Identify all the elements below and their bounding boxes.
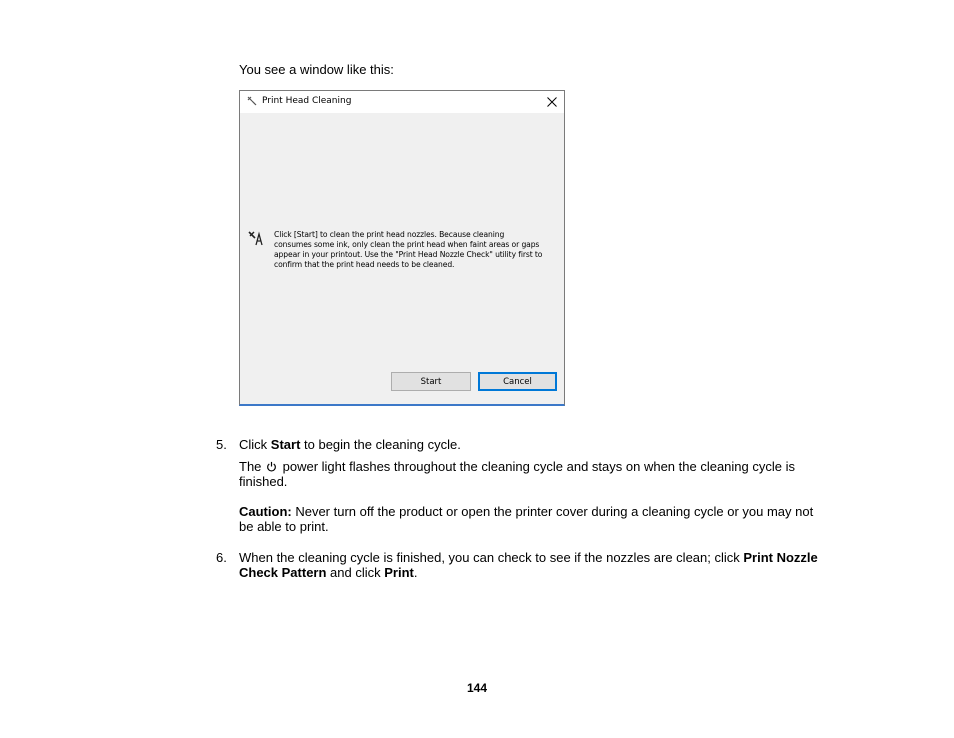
- step-bold: Print: [384, 565, 414, 580]
- step-5-text: [239, 437, 461, 452]
- caution-label: Caution:: [239, 504, 292, 519]
- para-text: The: [239, 459, 266, 474]
- power-light-paragraph: [239, 459, 819, 489]
- page-number: 144: [466, 681, 488, 695]
- step-bold: Start: [270, 437, 301, 452]
- para-text: power light flashes throughout the cleaning cycle and stays on when the cleaning cycle is finished.: [239, 459, 795, 489]
- cancel-button[interactable]: Cancel: [478, 372, 557, 391]
- dialog-message: Click [Start] to clean the print head nozzles. Because cleaning consumes some ink, only clean the print head when faint areas or gaps appear in your printout. Use the "Print Head Nozzle Check" utility first to confirm that the print head needs to be cleaned.: [274, 230, 543, 269]
- intro-text: You see a window like this:: [239, 62, 394, 77]
- step-text: Click: [239, 437, 271, 452]
- dialog-titlebar: [240, 91, 564, 113]
- close-button[interactable]: [540, 91, 564, 113]
- step-text: When the cleaning cycle is finished, you can check to see if the nozzles are clean; click: [239, 550, 744, 565]
- power-icon: [266, 461, 277, 472]
- step-number: 5.: [216, 437, 227, 452]
- close-icon: [547, 97, 557, 107]
- wrench-icon: [246, 95, 258, 107]
- step-bold: Print Nozzle Check Pattern: [239, 550, 818, 580]
- step-number: 6.: [216, 550, 227, 565]
- caution-paragraph: [239, 504, 829, 534]
- print-head-icon: [247, 229, 265, 247]
- step-6-text: [239, 550, 834, 580]
- caution-text: Never turn off the product or open the printer cover during a cleaning cycle or you may not be able to print.: [239, 504, 814, 534]
- start-button[interactable]: Start: [391, 372, 471, 391]
- step-text: to begin the cleaning cycle.: [300, 437, 461, 452]
- step-text: and click: [326, 565, 385, 580]
- dialog-title: Print Head Cleaning: [262, 96, 352, 106]
- step-text: .: [413, 565, 418, 580]
- print-head-cleaning-dialog: [239, 90, 565, 406]
